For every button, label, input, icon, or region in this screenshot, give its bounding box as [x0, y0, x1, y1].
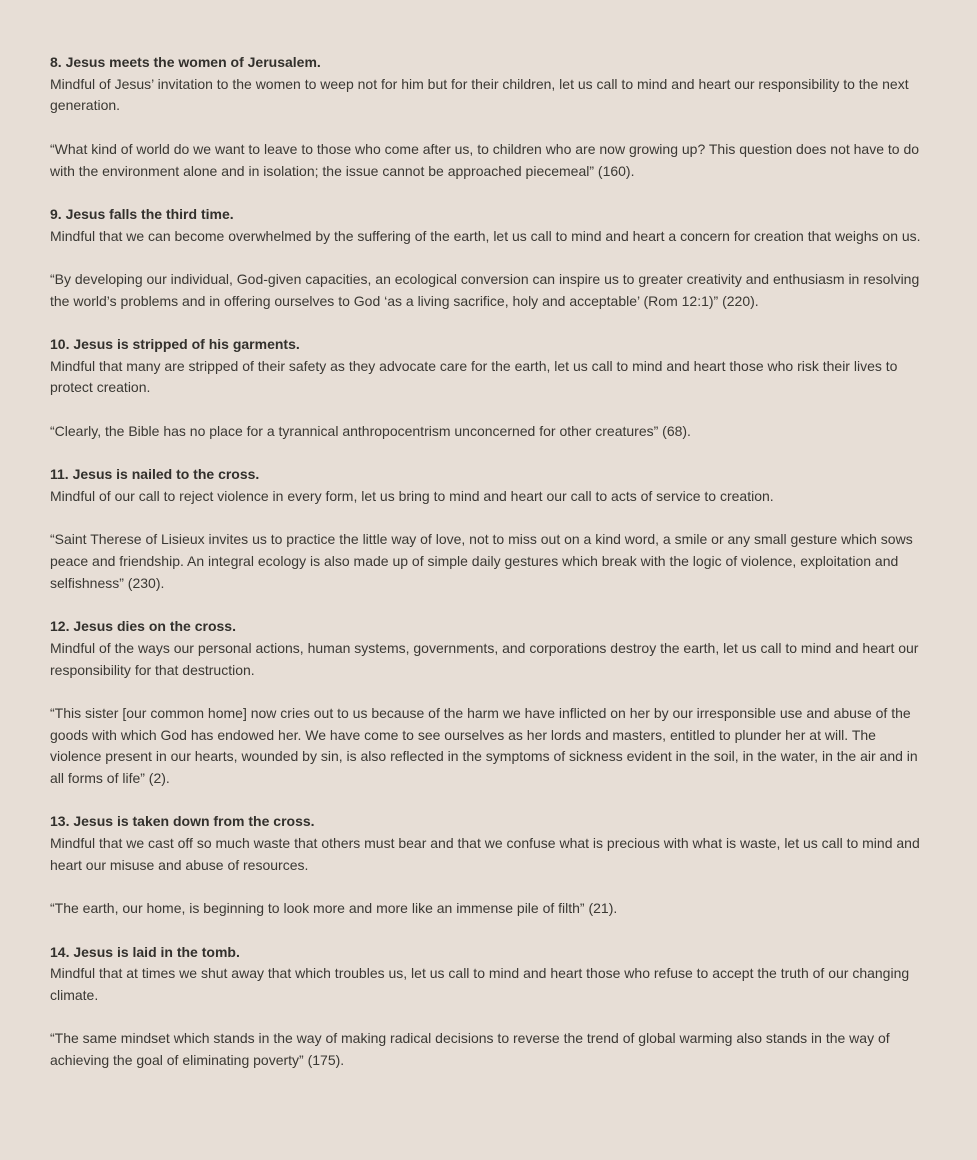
station-reflection: Mindful of our call to reject violence in every form, let us bring to mind and heart our call to acts of service to creation. [50, 487, 774, 504]
station-quote: “By developing our individual, God-given capacities, an ecological conversion can inspire us to greater creativity and enthusiasm in resolving the world’s problems and in offering ourselves to God ‘as a living sacrifice, holy and acceptable’ (Rom 12:1)” (220). [50, 270, 920, 309]
station-reflection: Mindful that many are stripped of their safety as they advocate care for the earth, let us call to mind and heart those who risk their lives to protect creation. [50, 357, 898, 396]
station-quote: “Saint Therese of Lisieux invites us to practice the little way of love, not to miss out on a kind word, a smile or any small gesture which sows peace and friendship. An integral ecology is also made up of simple daily gestures which break with the logic of violence, exploitation and selfishness” (230). [50, 531, 913, 591]
station-section-12 [50, 616, 928, 790]
station-heading: 12. Jesus dies on the cross. [50, 618, 236, 635]
station-reflection: Mindful that we can become overwhelmed by the suffering of the earth, let us call to mind and heart a concern for creation that weighs on us. [50, 227, 921, 244]
station-reflection: Mindful that at times we shut away that which troubles us, let us call to mind and heart those who refuse to accept the truth of our changing climate. [50, 965, 910, 1004]
station-quote: “This sister [our common home] now cries out to us because of the harm we have inflicted on her by our irresponsible use and abuse of the goods with which God has endowed her. We have come to see ourselves as her lords and masters, entitled to plunder her at will. The violence present in our hearts, wounded by sin, is also reflected in the symptoms of sickness evident in the soil, in the water, in the air and in all forms of life” (2). [50, 704, 918, 787]
station-section-13 [50, 811, 928, 920]
station-section-10 [50, 334, 928, 443]
station-heading: 11. Jesus is nailed to the cross. [50, 466, 260, 483]
station-quote: “What kind of world do we want to leave to those who come after us, to children who are now growing up? This question does not have to do with the environment alone and in isolation; the issue cannot be approached piecemeal” (160). [50, 140, 920, 179]
station-heading: 8. Jesus meets the women of Jerusalem. [50, 54, 321, 70]
station-reflection: Mindful of Jesus’ invitation to the women to weep not for him but for their children, let us call to mind and heart our responsibility to the next generation. [50, 75, 909, 114]
station-quote: “Clearly, the Bible has no place for a tyrannical anthropocentrism unconcerned for other creatures” (68). [50, 422, 691, 439]
station-heading: 14. Jesus is laid in the tomb. [50, 943, 240, 960]
station-section-14 [50, 942, 928, 1072]
station-section-9 [50, 204, 928, 313]
station-heading: 9. Jesus falls the third time. [50, 205, 234, 222]
station-section-8 [50, 52, 928, 182]
station-heading: 13. Jesus is taken down from the cross. [50, 813, 315, 830]
station-reflection: Mindful that we cast off so much waste that others must bear and that we confuse what is precious with what is waste, let us call to mind and heart our misuse and abuse of resources. [50, 835, 920, 873]
station-section-11 [50, 464, 928, 594]
station-quote: “The same mindset which stands in the way of making radical decisions to reverse the trend of global warming also stands in the way of achieving the goal of eliminating poverty” (175). [50, 1030, 890, 1069]
station-reflection: Mindful of the ways our personal actions, human systems, governments, and corporations destroy the earth, let us call to mind and heart our responsibility for that destruction. [50, 639, 919, 678]
station-heading: 10. Jesus is stripped of his garments. [50, 336, 300, 353]
station-quote: “The earth, our home, is beginning to look more and more like an immense pile of filth” (21). [50, 900, 618, 917]
